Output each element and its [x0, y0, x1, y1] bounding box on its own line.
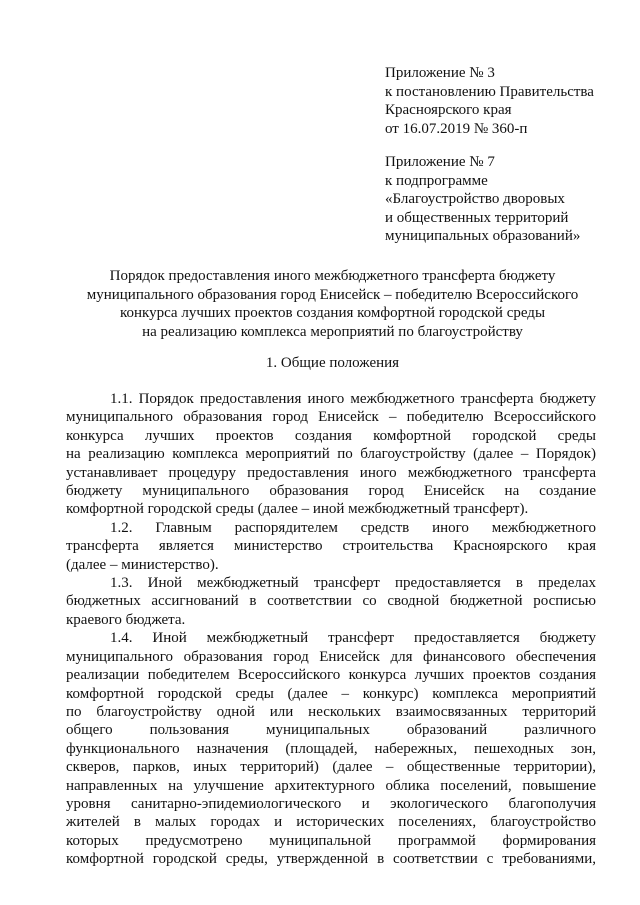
text-line: 1.2. Главным распорядителем средств иного межбюджетного	[110, 519, 596, 536]
title-line: на реализацию комплекса мероприятий по благоустройству	[142, 323, 523, 340]
text-line: направленных на улучшение архитектурного облика поселений, повышение	[66, 777, 596, 794]
text-line: 1.4. Иной межбюджетный трансферт предоставляется бюджету	[110, 630, 596, 647]
paragraph-1-2	[66, 519, 596, 574]
text-line: муниципального образования город Енисейск – победителю Всероссийского	[66, 409, 596, 426]
appendix-3-block	[385, 64, 625, 138]
text-line: (далее – министерство).	[66, 556, 219, 573]
text-line: краевого бюджета.	[66, 611, 186, 628]
text-line: бюджету муниципального образования город Енисейск на создание	[66, 483, 596, 500]
appendix-7-line: к подпрограмме	[385, 172, 488, 189]
text-line: жителей в малых городах и исторических поселениях, благоустройство	[66, 814, 596, 831]
paragraph-1-3	[66, 574, 596, 629]
document-title	[60, 267, 605, 341]
appendix-7-line: Приложение № 7	[385, 154, 495, 170]
section-body	[66, 390, 596, 869]
paragraph-1-1	[66, 390, 596, 519]
text-line: которых предусмотрено муниципальной программой формирования	[66, 832, 596, 849]
appendix-7-line: муниципальных образований»	[385, 228, 581, 244]
text-line: на реализацию комплекса мероприятий по благоустройству (далее – Порядок)	[66, 446, 596, 463]
text-line: уровня санитарно-эпидемиологического и экологического благополучия	[66, 795, 596, 812]
text-line: 1.3. Иной межбюджетный трансферт предоставляется в пределах	[110, 575, 596, 592]
text-line: муниципального образования город Енисейск для финансового обеспечения	[66, 648, 596, 665]
text-line: общего пользования муниципальных образований различного	[66, 722, 596, 739]
text-line: устанавливает процедуру предоставления иного межбюджетного трансферта	[66, 464, 596, 481]
section-heading: 1. Общие положения	[265, 355, 400, 371]
appendix-3-line: к постановлению Правительства	[385, 83, 594, 100]
text-line: скверов, парков, иных территорий) (далее – общественные территории),	[66, 759, 596, 776]
text-line: бюджетных ассигнований в соответствии со сводной бюджетной росписью	[66, 593, 596, 610]
text-line: функционального назначения (площадей, набережных, пешеходных зон,	[66, 740, 596, 757]
text-line: комфортной городской среды (далее – иной межбюджетный трансферт).	[66, 501, 529, 518]
text-line: комфортной городской среды (далее – конкурс) комплекса мероприятий	[66, 685, 596, 702]
text-line: 1.1. Порядок предоставления иного межбюджетного трансферта бюджету	[110, 391, 596, 407]
title-line: муниципального образования город Енисейск – победителю Всероссийского	[86, 286, 579, 303]
paragraph-1-4	[66, 629, 596, 868]
appendix-3-line: Приложение № 3	[385, 65, 495, 81]
text-line: реализации победителем Всероссийского конкурса лучших проектов создания	[66, 667, 596, 684]
text-line: комфортной городской среды, утвержденной в соответствии с требованиями,	[66, 851, 596, 868]
appendix-3-line: Красноярского края	[385, 102, 512, 118]
text-line: по благоустройству одной или нескольких взаимосвязанных территорий	[66, 703, 596, 720]
text-line: трансферта является министерство строительства Красноярского края	[66, 538, 596, 555]
title-line: Порядок предоставления иного межбюджетного трансферта бюджету	[109, 268, 556, 284]
appendix-7-block	[385, 153, 625, 246]
text-line: конкурса лучших проектов создания комфортной городской среды	[66, 427, 596, 444]
appendix-3-line: от 16.07.2019 № 360-п	[385, 120, 528, 137]
appendix-7-line: и общественных территорий	[385, 209, 569, 226]
appendix-7-line: «Благоустройство дворовых	[385, 191, 565, 207]
title-line: конкурса лучших проектов создания комфортной городской среды	[119, 305, 546, 321]
